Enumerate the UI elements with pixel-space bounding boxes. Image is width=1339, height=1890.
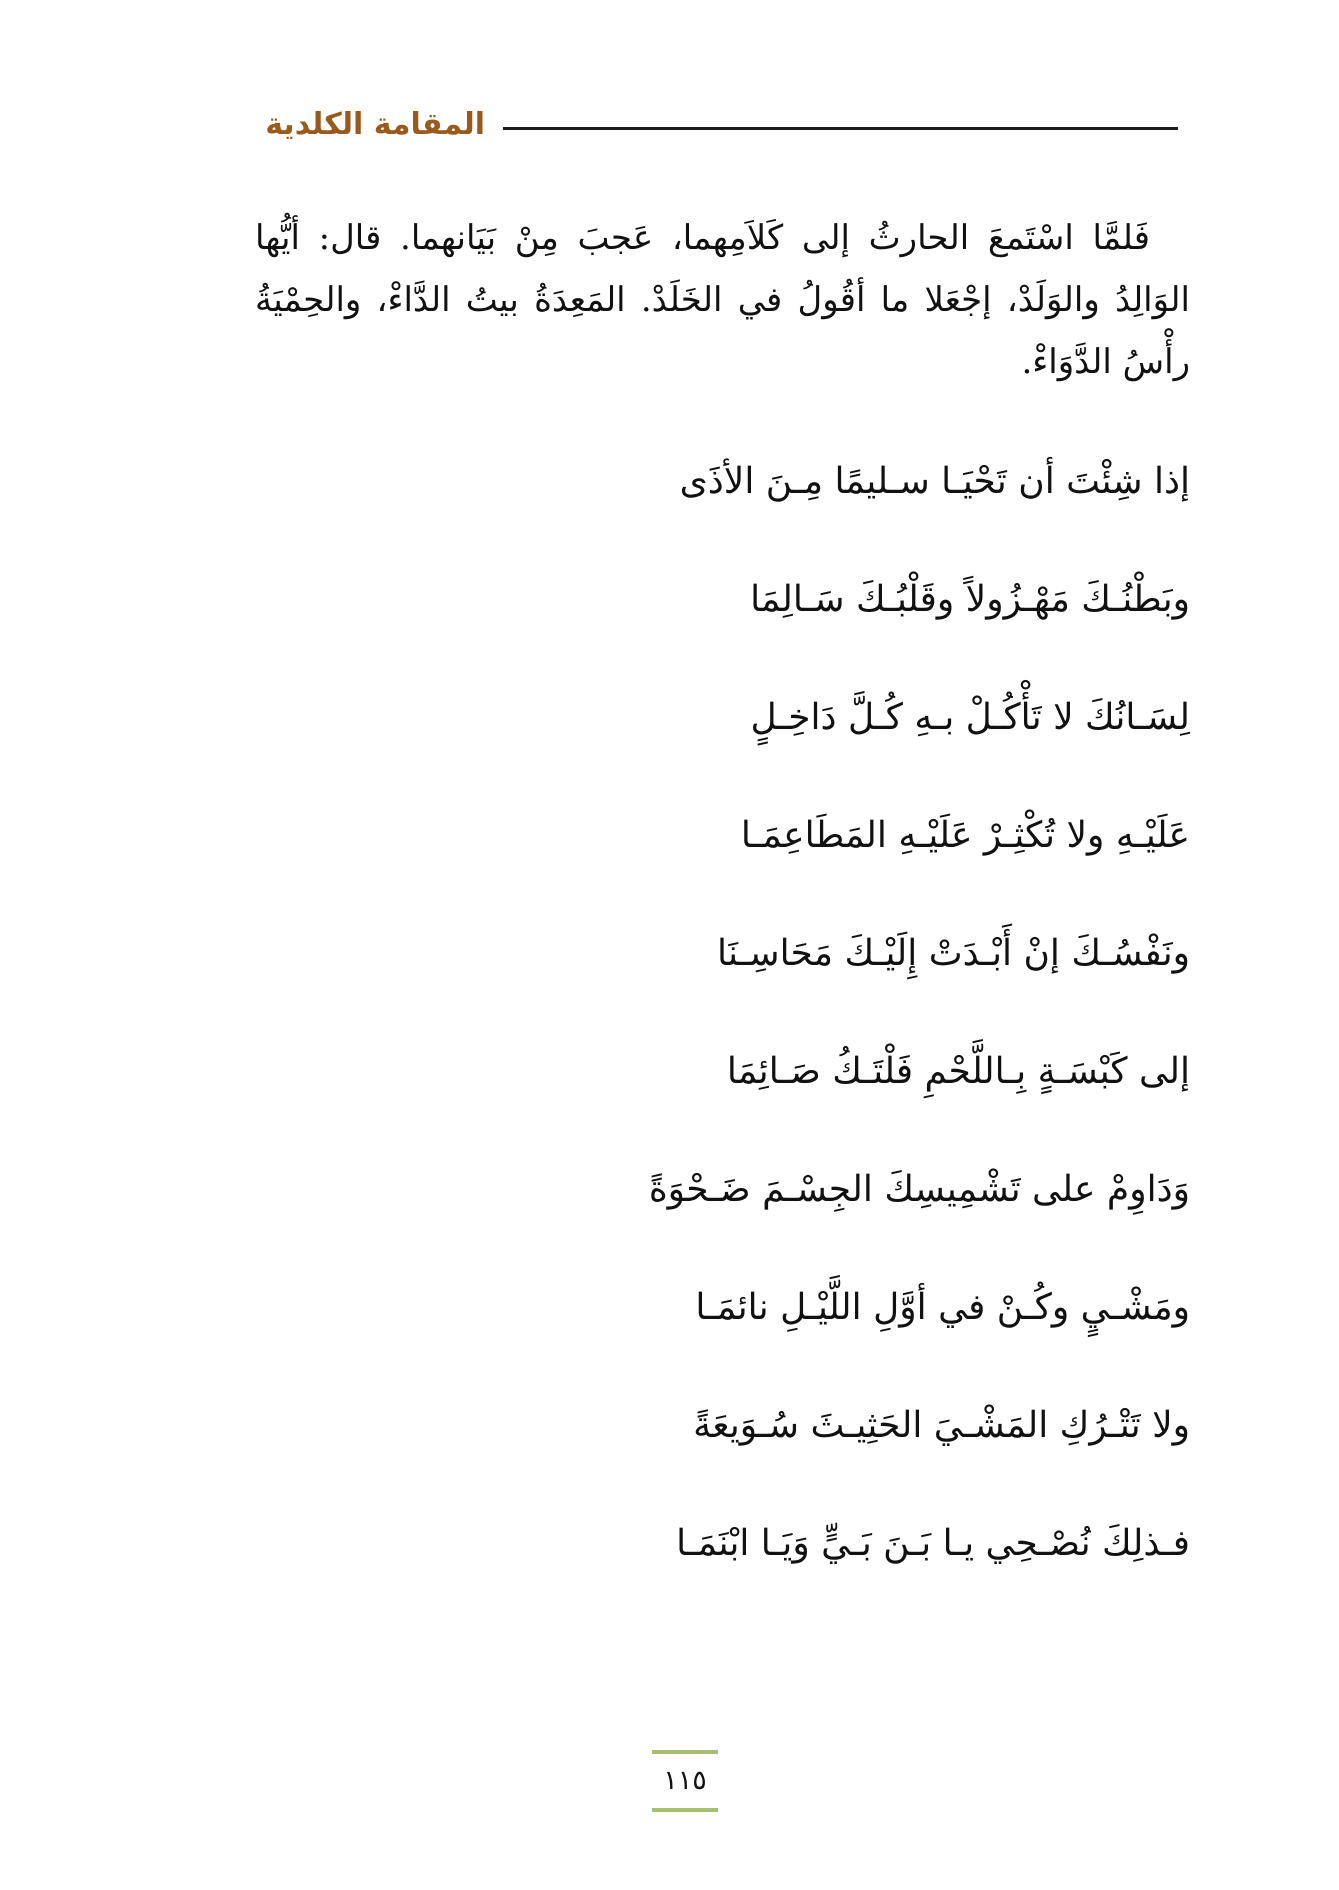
verse-line-2: وبَطْنُـكَ مَهْـزُولاً وقَلْبُـكَ سَـالِمَا xyxy=(750,579,1190,620)
verse-line-6: إلى كَبْسَـةٍ بِـاللَّحْمِ فَلْتَـكُ صَـائِمَا xyxy=(726,1051,1190,1092)
header-rule xyxy=(503,127,1178,130)
verse-line-9: ولا تَتْـرُكِ المَشْـيَ الحَثِيـثَ سُـوَيعَةً xyxy=(693,1405,1190,1446)
intro-paragraph: فَلمَّا اسْتَمعَ الحارثُ إلى كَلاَمِهما، عَجبَ مِنْ بَيَانهما. قال: أيُّها الوَالِدُ والوَلَدْ، إجْعَلا ما أقُولُ في الخَلَدْ. المَعِدَةُ بيتُ الدَّاءْ، والحِمْيَةُ رأْسُ الدَّوَاءْ. xyxy=(255,218,1190,382)
page-number-rule-bottom xyxy=(652,1808,718,1812)
verse-line-8: ومَشْـيٍ وكُـنْ في أوَّلِ اللَّيْـلِ نائمَـا xyxy=(695,1287,1190,1328)
page-number: ١١٥ xyxy=(663,1765,707,1796)
running-header-title: المقامة الكلدية xyxy=(265,107,485,142)
verse-line-1: إذا شِئْتَ أن تَحْيَـا سـليمًا مِـنَ الأذَى xyxy=(679,461,1190,502)
verse-line-5: ونَفْسُـكَ إنْ أَبْـدَتْ إِلَيْـكَ مَحَاسِـنَا xyxy=(717,933,1190,974)
page-number-block xyxy=(652,1750,718,1813)
verse-line-10: فـذلِكَ نُصْـحِي يـا بَـنَ بَـيٍّ وَيَـا ابْنَمَـا xyxy=(676,1523,1190,1564)
verse-line-3: لِسَـانُكَ لا تَأْكُـلْ بـهِ كُـلَّ دَاخِـلٍ xyxy=(750,697,1190,738)
verse-line-7: وَدَاوِمْ على تَشْمِيسِكَ الجِسْـمَ ضَـحْوَةً xyxy=(648,1169,1190,1210)
page-number-rule-top xyxy=(652,1750,718,1754)
verse-line-4: عَلَيْـهِ ولا تُكْثِـرْ عَلَيْـهِ المَطَاعِمَـا xyxy=(740,815,1190,856)
intro-paragraph-block xyxy=(255,207,1190,393)
